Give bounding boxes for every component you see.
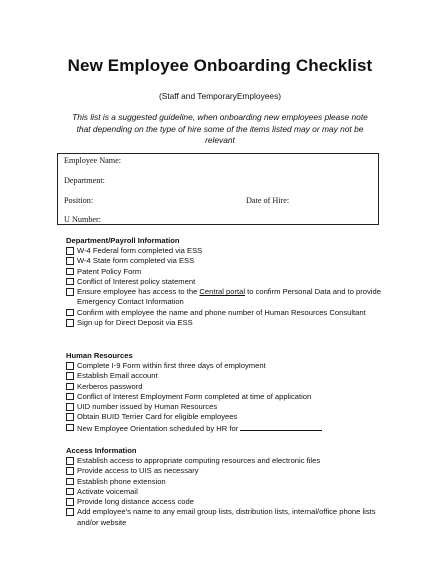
section-heading: Department/Payroll Information bbox=[66, 236, 180, 245]
checkbox[interactable] bbox=[66, 488, 74, 496]
central-portal-link[interactable]: Central portal bbox=[199, 287, 246, 297]
checkbox[interactable] bbox=[66, 403, 74, 411]
item-label: Establish phone extension bbox=[77, 476, 166, 486]
item-label: Patent Policy Form bbox=[77, 266, 142, 276]
section-heading: Access Information bbox=[66, 446, 137, 455]
item-label: W-4 State form completed via ESS bbox=[77, 256, 195, 266]
checklist-item bbox=[66, 423, 396, 434]
checkbox[interactable] bbox=[66, 278, 74, 286]
checkbox[interactable] bbox=[66, 508, 74, 516]
item-label: Conflict of Interest Employment Form completed at time of application bbox=[77, 391, 312, 401]
item-label-prefix: Ensure employee has access to the bbox=[77, 287, 200, 297]
checkbox[interactable] bbox=[66, 467, 74, 475]
section-heading: Human Resources bbox=[66, 351, 133, 360]
item-label: Confirm with employee the name and phone number of Human Resources Consultant bbox=[77, 307, 366, 317]
page-title: New Employee Onboarding Checklist bbox=[67, 56, 373, 75]
item-label: UID number issued by Human Resources bbox=[77, 402, 218, 412]
checklist bbox=[66, 456, 396, 528]
item-label: Activate voicemail bbox=[77, 486, 138, 496]
checkbox[interactable] bbox=[66, 257, 74, 265]
checklist-item bbox=[66, 308, 396, 318]
checklist-item bbox=[66, 287, 396, 308]
checkbox[interactable] bbox=[66, 247, 74, 255]
item-label: Complete I-9 Form within first three days of employment bbox=[77, 361, 266, 370]
page-subtitle: (Staff and TemporaryEmployees) bbox=[158, 91, 282, 101]
item-label: Sign up for Direct Deposit via ESS bbox=[77, 318, 193, 328]
department-field[interactable]: Department: bbox=[64, 176, 105, 185]
checklist-item bbox=[66, 497, 396, 507]
checklist-item bbox=[66, 256, 396, 266]
employee-info-box bbox=[57, 153, 379, 225]
checklist bbox=[66, 246, 396, 328]
item-label: Establish Email account bbox=[77, 371, 158, 381]
item-label: Provide long distance access code bbox=[77, 497, 194, 507]
checklist-item bbox=[66, 371, 396, 381]
checkbox[interactable] bbox=[66, 498, 74, 506]
checkbox[interactable] bbox=[66, 372, 74, 380]
checklist-item bbox=[66, 318, 396, 328]
item-label: Conflict of Interest policy statement bbox=[77, 276, 196, 286]
checklist-item bbox=[66, 392, 396, 402]
checkbox[interactable] bbox=[66, 383, 74, 391]
checkbox[interactable] bbox=[66, 413, 74, 421]
item-label: Add employee’s name to any email group lists, distribution lists, internal/office phone lists and/or website bbox=[77, 507, 376, 527]
checklist-item bbox=[66, 507, 396, 528]
guideline-note: This list is a suggested guideline, when onboarding new employees please note that depending on the type of hire some of the items listed may or may not be relevant bbox=[72, 112, 368, 145]
item-label: Kerberos password bbox=[77, 381, 143, 391]
section-human-resources bbox=[66, 351, 396, 434]
orientation-date-blank[interactable] bbox=[240, 423, 322, 431]
u-number-field[interactable]: U Number: bbox=[64, 215, 102, 224]
checkbox[interactable] bbox=[66, 362, 74, 370]
section-department-payroll bbox=[66, 236, 396, 328]
checkbox[interactable] bbox=[66, 309, 74, 317]
checkbox[interactable] bbox=[66, 288, 74, 296]
checkbox[interactable] bbox=[66, 268, 74, 276]
item-label-suffix: to confirm Personal Data and to provide Emergency Contact Information bbox=[77, 287, 381, 307]
employee-name-field[interactable]: Employee Name: bbox=[64, 156, 122, 165]
date-of-hire-field[interactable]: Date of Hire: bbox=[246, 196, 290, 205]
item-label: Obtain BUID Terrier Card for eligible employees bbox=[77, 412, 238, 422]
checklist-item bbox=[66, 246, 396, 256]
checkbox[interactable] bbox=[66, 478, 74, 486]
checklist-item bbox=[66, 456, 396, 466]
checkbox[interactable] bbox=[66, 319, 74, 327]
checkbox[interactable] bbox=[66, 393, 74, 401]
checklist-item bbox=[66, 267, 396, 277]
checklist-item bbox=[66, 466, 396, 476]
position-field[interactable]: Position: bbox=[64, 196, 94, 205]
checkbox[interactable] bbox=[66, 424, 74, 432]
checklist-item bbox=[66, 277, 396, 287]
checklist-item bbox=[66, 382, 396, 392]
item-label: Establish access to appropriate computing resources and electronic files bbox=[77, 456, 321, 465]
checklist-item bbox=[66, 402, 396, 412]
checkbox[interactable] bbox=[66, 457, 74, 465]
checklist-item bbox=[66, 487, 396, 497]
section-access-information bbox=[66, 446, 396, 528]
item-label: W-4 Federal form completed via ESS bbox=[77, 246, 203, 255]
item-label: Provide access to UIS as necessary bbox=[77, 466, 199, 476]
checklist bbox=[66, 361, 396, 434]
item-label: New Employee Orientation scheduled by HR for bbox=[77, 423, 241, 433]
checklist-item bbox=[66, 361, 396, 371]
checklist-item bbox=[66, 477, 396, 487]
checklist-item bbox=[66, 412, 396, 422]
